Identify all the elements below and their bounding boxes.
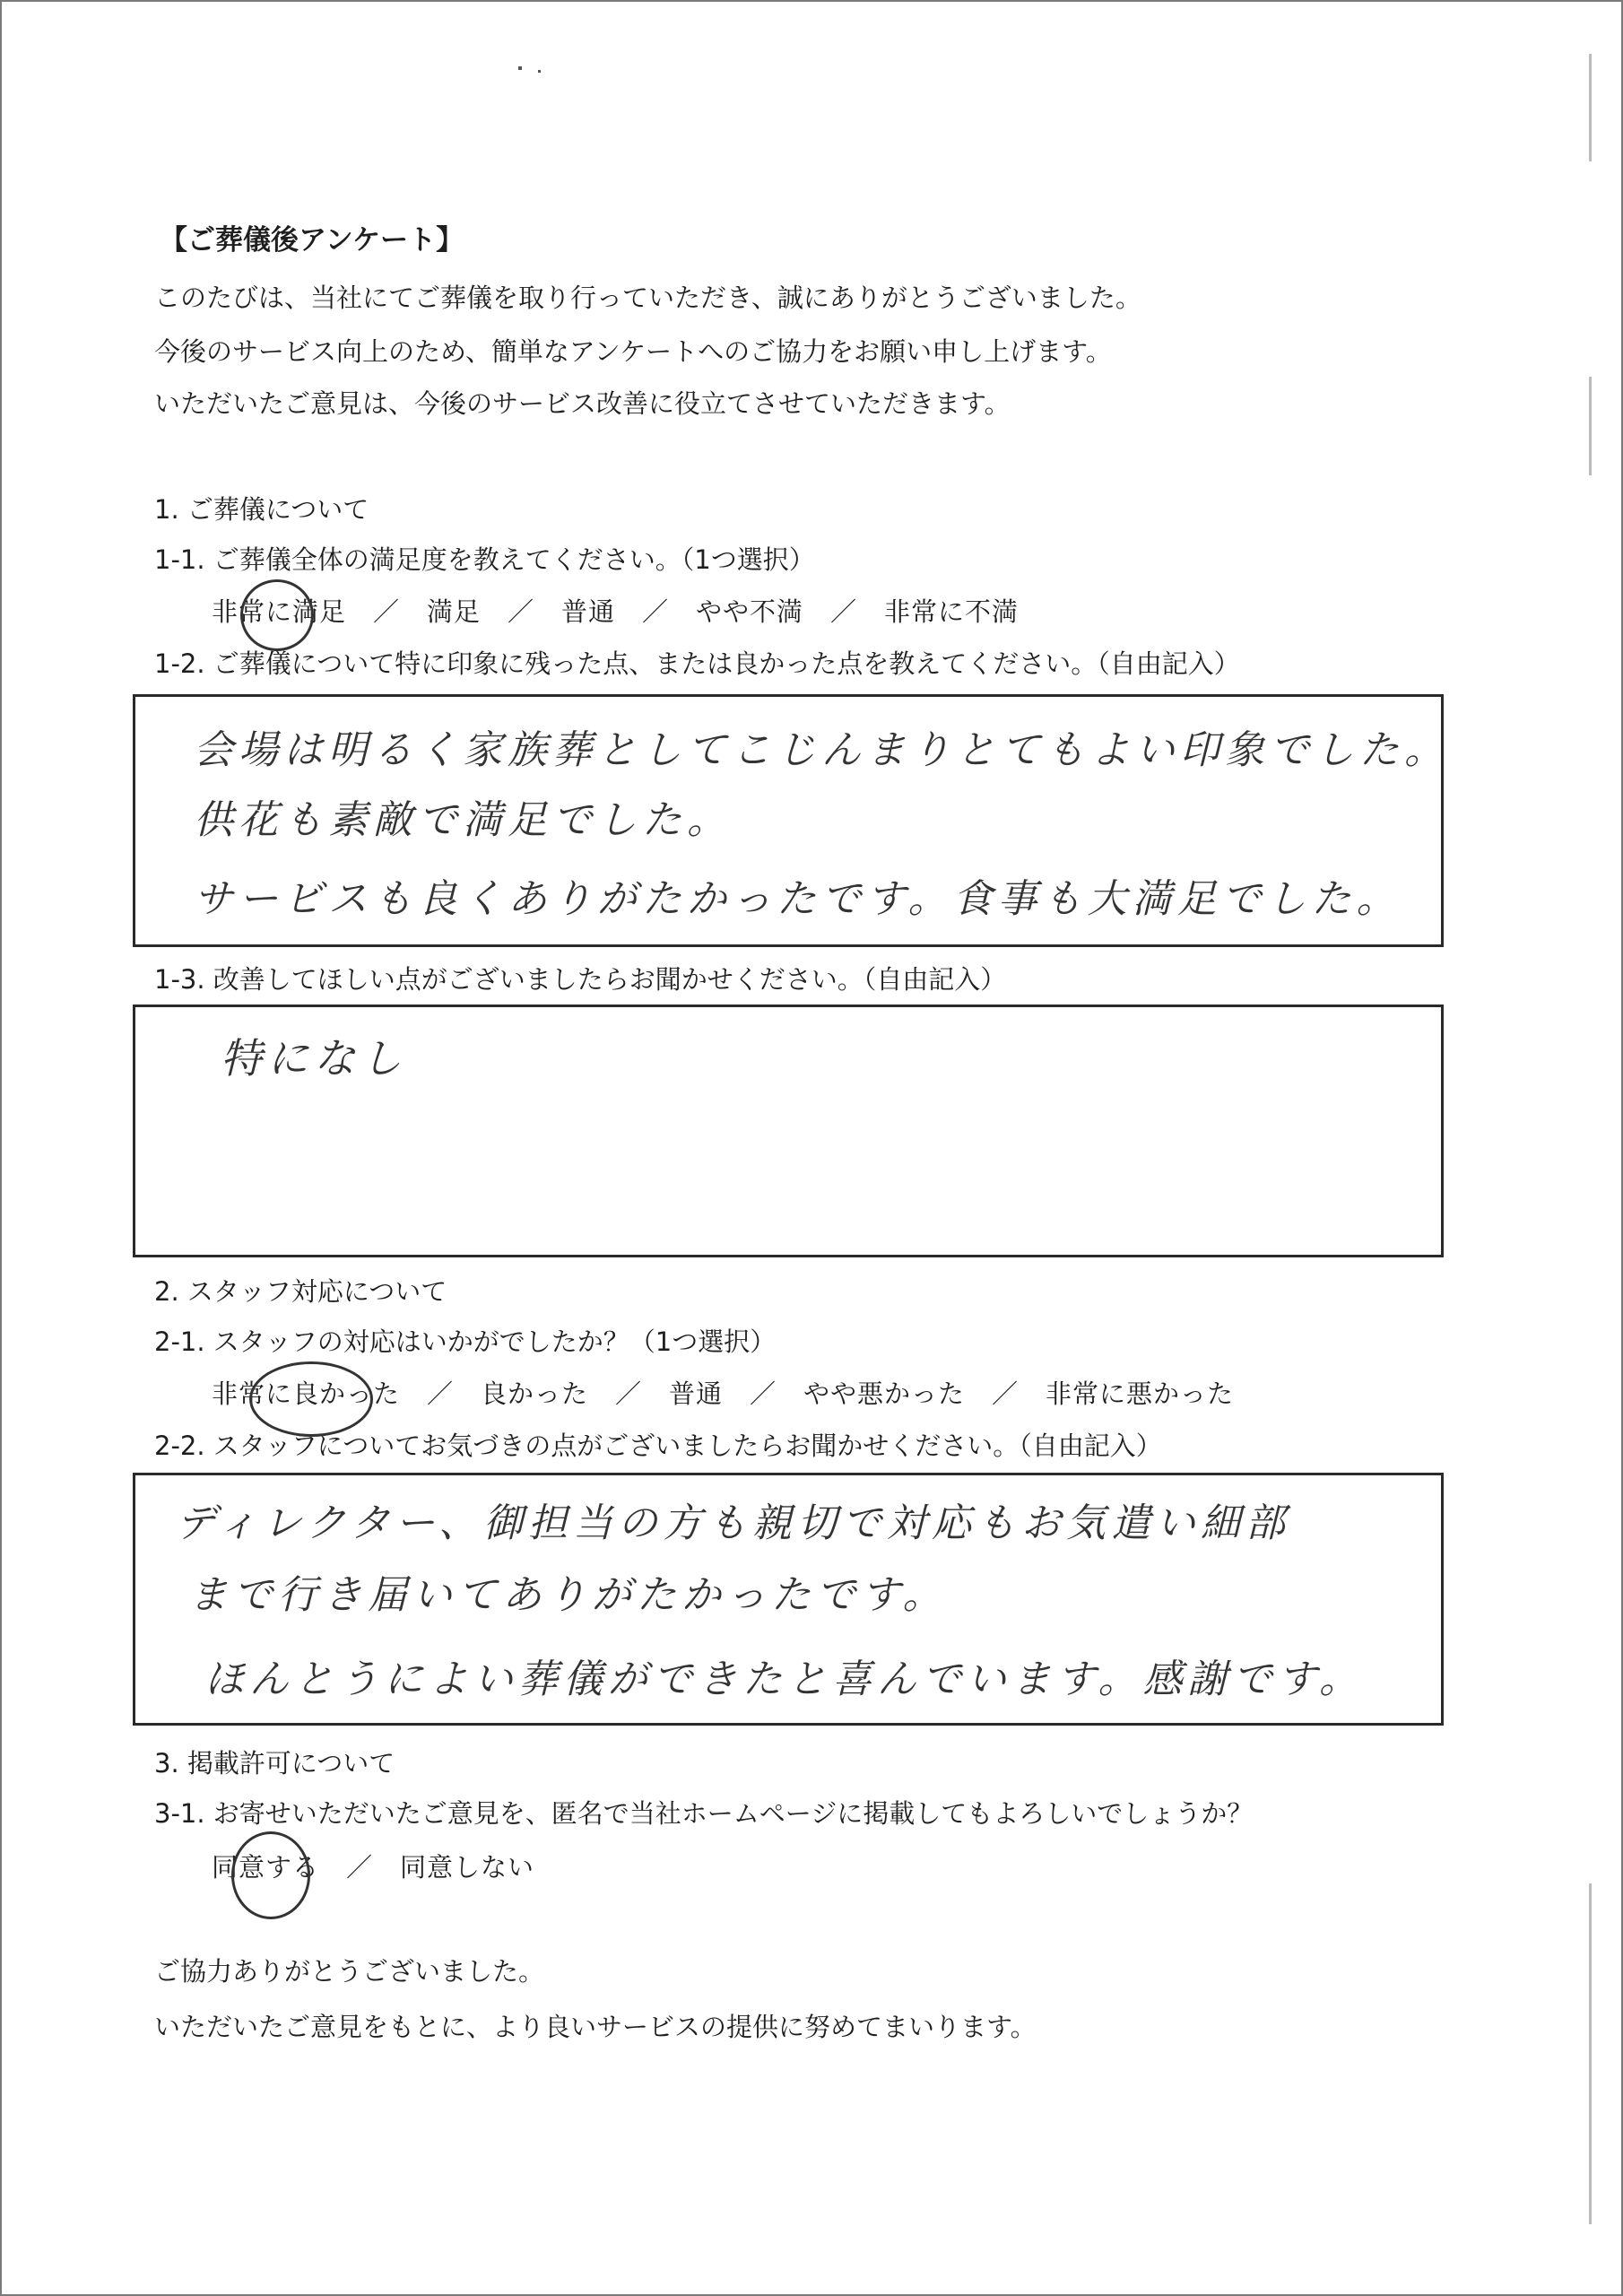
staff-options: 非常に良かった ／ 良かった ／ 普通 ／ やや悪かった ／ 非常に悪かった (212, 1378, 1235, 1409)
selection-circle (231, 1831, 310, 1919)
intro-line: 今後のサービス向上のため、簡単なアンケートへのご協力をお願い申し上げます。 (154, 336, 1112, 367)
intro-line: いただいたご意見は、今後のサービス改善に役立てさせていただきます。 (154, 388, 1011, 419)
section-heading: 1. ご葬儀について (154, 494, 369, 525)
scan-speck (1589, 377, 1592, 475)
scan-speck (1589, 54, 1592, 161)
intro-line: このたびは、当社にてご葬儀を取り行っていただき、誠にありがとうございました。 (154, 283, 1141, 313)
question-label: 3-1. お寄せいただいたご意見を、匿名で当社ホームページに掲載してもよろしいでしょうか？ (154, 1798, 1254, 1829)
handwritten-answer-line: 特になし (221, 1034, 407, 1083)
question-label: 1-1. ご葬儀全体の満足度を教えてください。（1つ選択） (154, 544, 815, 575)
selection-circle (240, 579, 314, 651)
handwritten-answer-line: 会場は明るく家族葬としてこじんまりとてもよい印象でした。 (194, 727, 1449, 773)
survey-title: 【ご葬儀後アンケート】 (160, 224, 464, 257)
footer-line: いただいたご意見をもとに、より良いサービスの提供に努めてまいります。 (154, 2012, 1037, 2042)
question-label: 1-2. ご葬儀について特に印象に残った点、または良かった点を教えてください。（自由記入） (154, 648, 1240, 679)
section-heading: 3. 掲載許可について (154, 1748, 395, 1779)
question-label: 1-3. 改善してほしい点がございましたらお聞かせください。（自由記入） (154, 964, 1007, 995)
selection-circle (249, 1361, 373, 1437)
handwritten-answer-line: ほんとうによい葬儀ができたと喜んでいます。感謝です。 (204, 1657, 1364, 1702)
consent-options: 同意する ／ 同意しない (212, 1852, 535, 1883)
handwritten-answer-line: サービスも良くありがたかったです。食事も大満足でした。 (194, 876, 1402, 922)
question-label: 2-1. スタッフの対応はいかがでしたか？（1つ選択） (154, 1326, 777, 1357)
handwritten-answer-line: ディレクター、御担当の方も親切で対応もお気遣い細部 (176, 1500, 1290, 1546)
scan-speck (1589, 1883, 1592, 2224)
satisfaction-options: 非常に満足 ／ 満足 ／ 普通 ／ やや不満 ／ 非常に不満 (212, 596, 1020, 627)
question-label: 2-2. スタッフについてお気づきの点がございましたらお聞かせください。（自由記入） (154, 1431, 1162, 1461)
scan-speck (538, 70, 541, 73)
handwritten-answer-line: まで行き届いてありがたかったです。 (188, 1572, 948, 1618)
footer-line: ご協力ありがとうございました。 (154, 1956, 545, 1987)
section-heading: 2. スタッフ対応について (154, 1276, 447, 1307)
scan-speck (518, 66, 522, 70)
handwritten-answer-line: 供花も素敵で満足でした。 (194, 797, 732, 843)
